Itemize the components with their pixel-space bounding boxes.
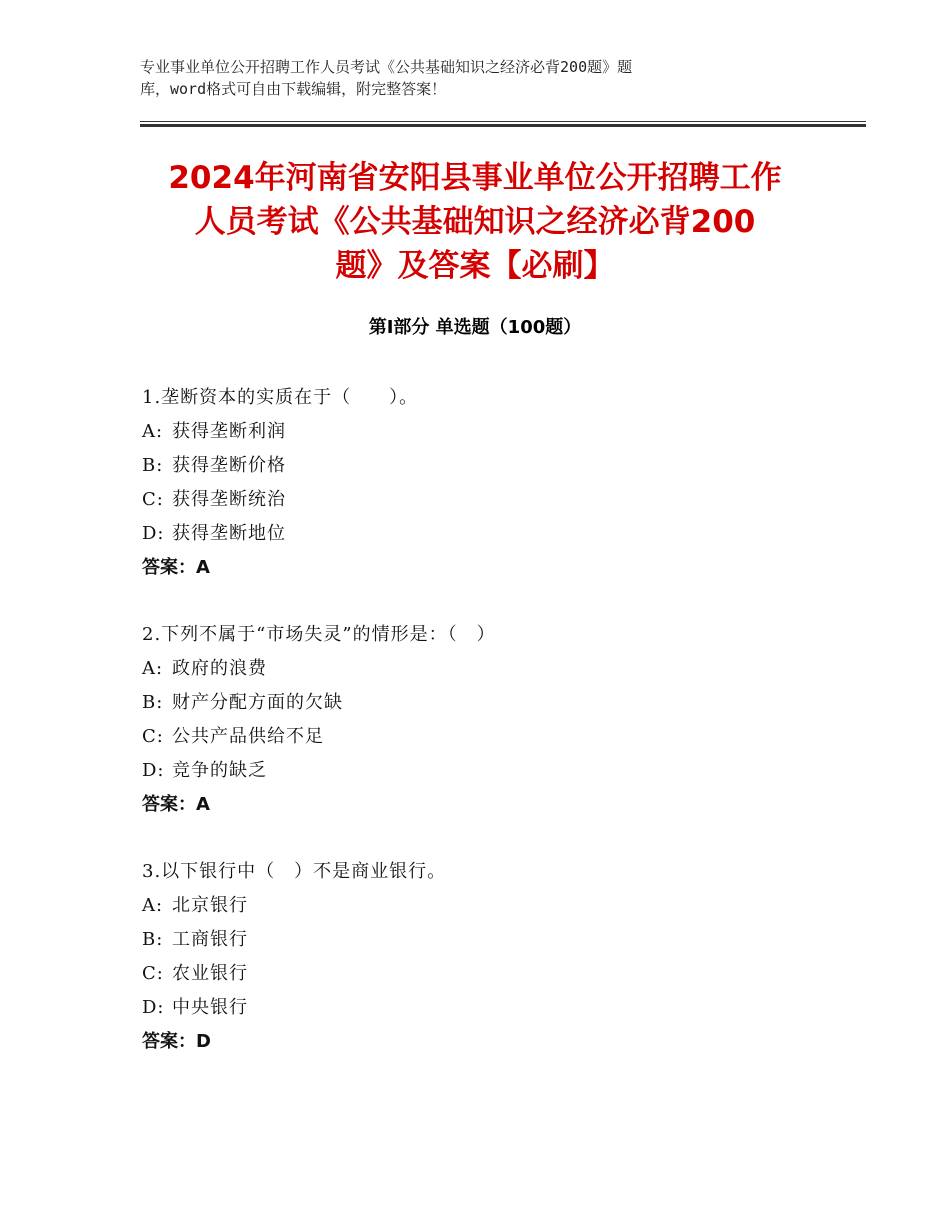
option-b xyxy=(142,449,842,483)
option-text: 获得垄断利润 xyxy=(172,421,286,442)
option-text: 财产分配方面的欠缺 xyxy=(172,692,343,713)
question-stem: 1.垄断资本的实质在于（ ）。 xyxy=(142,387,419,408)
document-title xyxy=(140,156,810,288)
option-key: D: xyxy=(142,523,165,544)
option-text: 政府的浪费 xyxy=(172,658,267,679)
question-item xyxy=(142,381,842,585)
section-title: 第Ⅰ部分 单选题（100题） xyxy=(368,317,582,338)
option-d xyxy=(142,991,842,1025)
option-key: B: xyxy=(142,929,164,950)
header-divider-thick xyxy=(140,124,866,127)
question-stem: 2.下列不属于“市场失灵”的情形是：（ ） xyxy=(142,624,496,645)
question-item xyxy=(142,618,842,822)
document-title-line-1: 2024年河南省安阳县事业单位公开招聘工作 xyxy=(168,160,782,196)
option-key: A: xyxy=(142,895,164,916)
option-text: 中央银行 xyxy=(172,997,248,1018)
option-b xyxy=(142,923,842,957)
option-key: B: xyxy=(142,692,164,713)
option-text: 获得垄断统治 xyxy=(172,489,286,510)
option-c xyxy=(142,720,842,754)
option-text: 获得垄断价格 xyxy=(172,455,286,476)
answer-line: 答案：A xyxy=(142,794,210,815)
option-text: 公共产品供给不足 xyxy=(172,726,324,747)
question-item xyxy=(142,855,842,1059)
option-key: A: xyxy=(142,421,164,442)
option-text: 获得垄断地位 xyxy=(172,523,286,544)
option-key: C: xyxy=(142,963,164,984)
header-note-line-2: 库，word格式可自由下载编辑，附完整答案！ xyxy=(140,80,447,98)
option-text: 北京银行 xyxy=(172,895,248,916)
option-text: 竞争的缺乏 xyxy=(172,760,267,781)
option-a xyxy=(142,415,842,449)
option-a xyxy=(142,652,842,686)
answer-line: 答案：D xyxy=(142,1031,211,1052)
question-list xyxy=(142,381,842,1092)
header-note-line-1: 专业事业单位公开招聘工作人员考试《公共基础知识之经济必背200题》题 xyxy=(140,58,633,76)
option-b xyxy=(142,686,842,720)
option-c xyxy=(142,483,842,517)
header-note xyxy=(140,56,780,100)
option-key: D: xyxy=(142,997,165,1018)
option-key: D: xyxy=(142,760,165,781)
option-key: A: xyxy=(142,658,164,679)
option-a xyxy=(142,889,842,923)
header-divider xyxy=(140,121,866,127)
option-key: B: xyxy=(142,455,164,476)
option-text: 农业银行 xyxy=(172,963,248,984)
header-divider-thin xyxy=(140,121,866,122)
answer-line: 答案：A xyxy=(142,557,210,578)
option-d xyxy=(142,517,842,551)
option-c xyxy=(142,957,842,991)
option-key: C: xyxy=(142,489,164,510)
document-title-line-3: 题》及答案【必刷】 xyxy=(335,248,615,284)
question-stem: 3.以下银行中（ ）不是商业银行。 xyxy=(142,861,447,882)
option-key: C: xyxy=(142,726,164,747)
option-text: 工商银行 xyxy=(172,929,248,950)
option-d xyxy=(142,754,842,788)
document-title-line-2: 人员考试《公共基础知识之经济必背200 xyxy=(194,204,756,240)
